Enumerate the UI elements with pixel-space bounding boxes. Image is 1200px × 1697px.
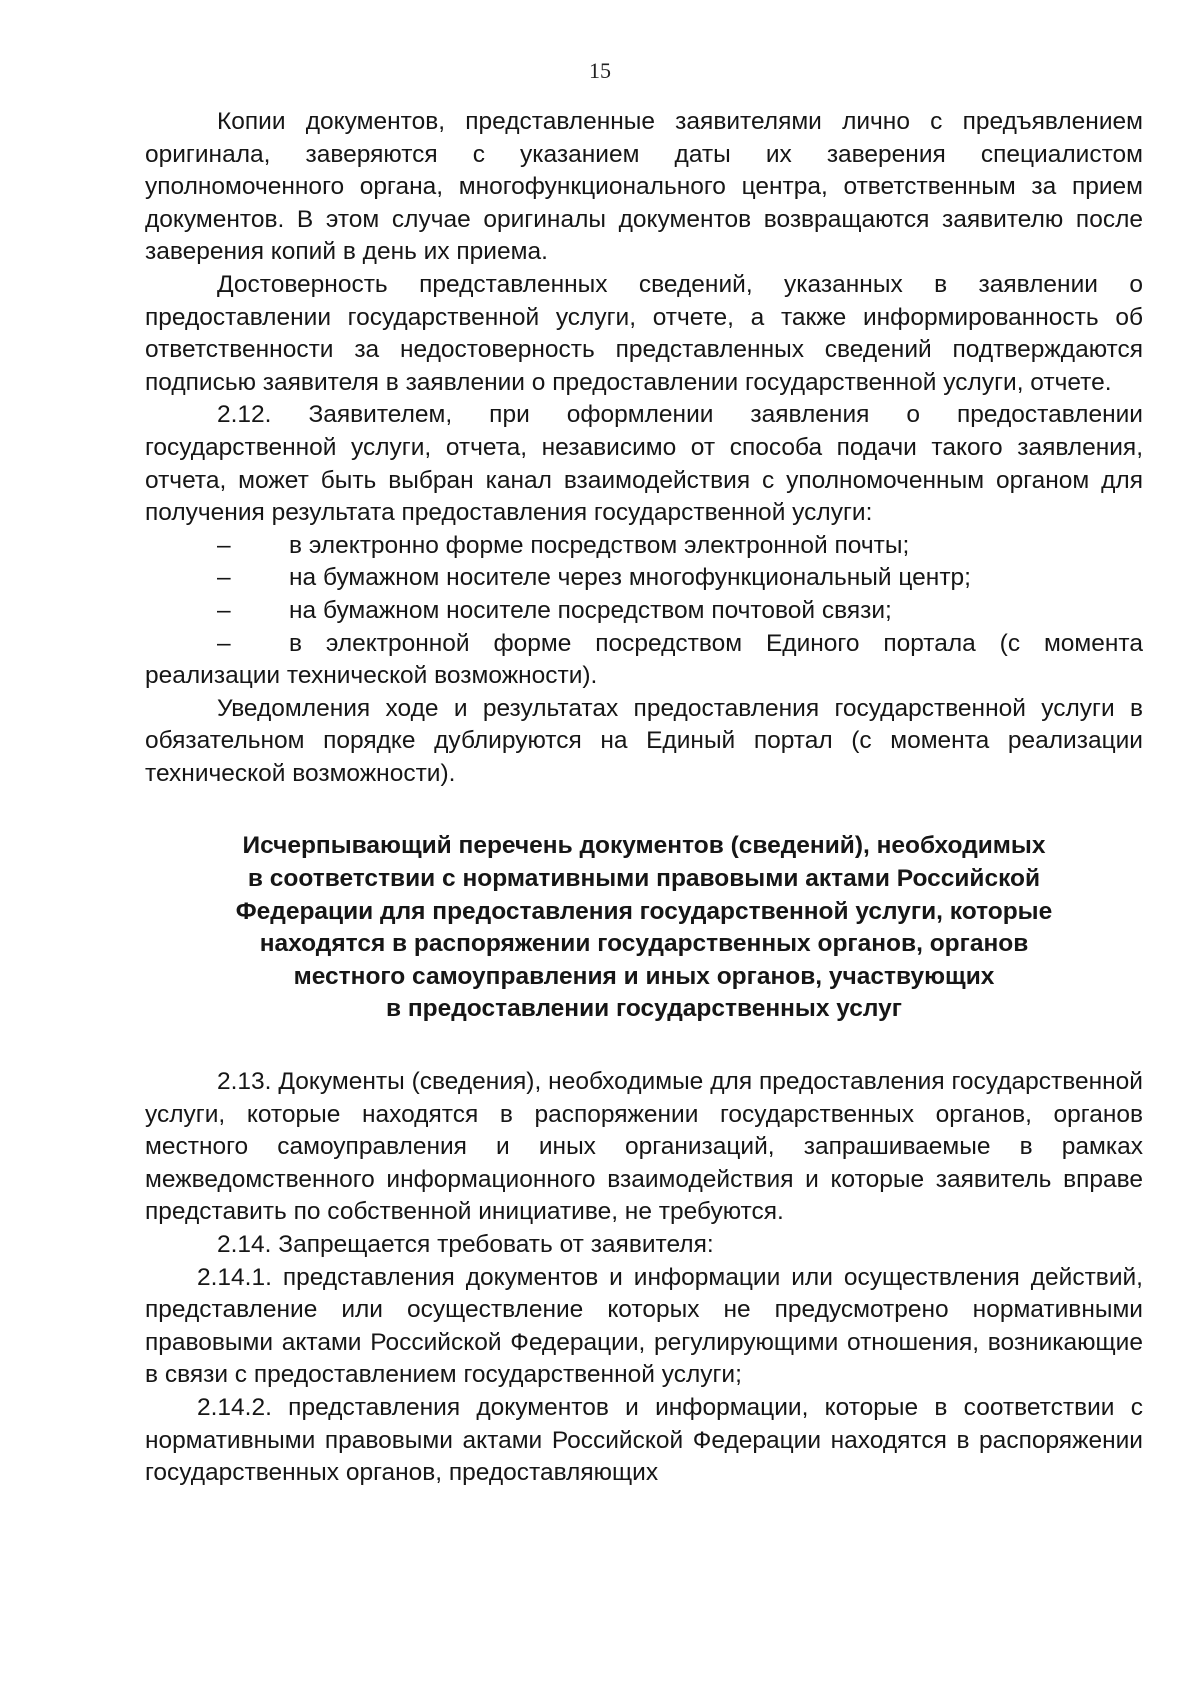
- paragraph-reliability: Достоверность представленных сведений, указанных в заявлении о предоставлении государственной услуги, отчете, а также информированность об ответственности за недостоверность представленных сведений подтверждаются подписью заявителя в заявлении о предоставлении государственной услуги, отчете.: [145, 270, 1143, 396]
- heading-line: находятся в распоряжении государственных органов, органов: [259, 930, 1029, 958]
- list-item-text: на бумажном носителе через многофункциональный центр;: [289, 564, 971, 592]
- paragraph-2-14: 2.14. Запрещается требовать от заявителя:: [217, 1231, 714, 1258]
- dash-marker: –: [217, 531, 231, 559]
- heading-line: в предоставлении государственных услуг: [386, 995, 902, 1023]
- paragraph-2-12: 2.12. Заявителем, при оформлении заявления о предоставлении государственной услуги, отчета, независимо от способа подачи такого заявления, отчета, может быть выбран канал взаимодействия с уполномоченным органом для получения результата предоставления государственной услуги:: [145, 401, 1143, 527]
- paragraph-notice: Уведомления ходе и результатах предоставления государственной услуги в обязательном порядке дублируются на Единый портал (с момента реализации технической возможности).: [145, 694, 1143, 787]
- dash-marker: –: [217, 564, 231, 592]
- heading-line: Федерации для предоставления государственной услуги, которые: [235, 897, 1053, 925]
- document-body: [145, 106, 1143, 1490]
- list-item-text: в электронной форме посредством Единого портала (с момента реализации технической возможности).: [145, 629, 1143, 690]
- page-number: 15: [589, 58, 611, 83]
- list-item: [145, 562, 1143, 595]
- list-item: [145, 530, 1143, 563]
- heading-line: местного самоуправления и иных органов, участвующих: [293, 962, 995, 990]
- paragraph-2-14-2: 2.14.2. представления документов и информации, которые в соответствии с нормативными правовыми актами Российской Федерации находятся в распоряжении государственных органов, предоставляющих: [145, 1393, 1143, 1487]
- list-item-text: в электронно форме посредством электронной почты;: [289, 531, 910, 559]
- heading-line: в соответствии с нормативными правовыми актами Российской: [247, 865, 1041, 893]
- heading-line: Исчерпывающий перечень документов (сведений), необходимых: [242, 832, 1046, 860]
- list-item-text: на бумажном носителе посредством почтовой связи;: [289, 596, 892, 624]
- list-item: [145, 628, 1143, 693]
- section-heading: [145, 830, 1143, 1026]
- dash-marker: –: [217, 596, 231, 624]
- list-item: [145, 595, 1143, 628]
- dash-marker: –: [217, 629, 231, 657]
- paragraph-copies: Копии документов, представленные заявителями лично с предъявлением оригинала, заверяются с указанием даты их заверения специалистом уполномоченного органа, многофункционального центра, ответственным за прием документов. В этом случае оригиналы документов возвращаются заявителю после заверения копий в день их приема.: [145, 108, 1143, 266]
- paragraph-2-14-1: 2.14.1. представления документов и информации или осуществления действий, представление или осуществление которых не предусмотрено нормативными правовыми актами Российской Федерации, регулирующими отношения, возникающие в связи с предоставлением государственной услуги;: [145, 1263, 1143, 1389]
- paragraph-2-13: 2.13. Документы (сведения), необходимые для предоставления государственной услуги, которые находятся в распоряжении государственных органов, органов местного самоуправления и иных организаций, запрашиваемые в рамках межведомственного информационного взаимодействия и которые заявитель вправе представить по собственной инициативе, не требуются.: [145, 1068, 1143, 1226]
